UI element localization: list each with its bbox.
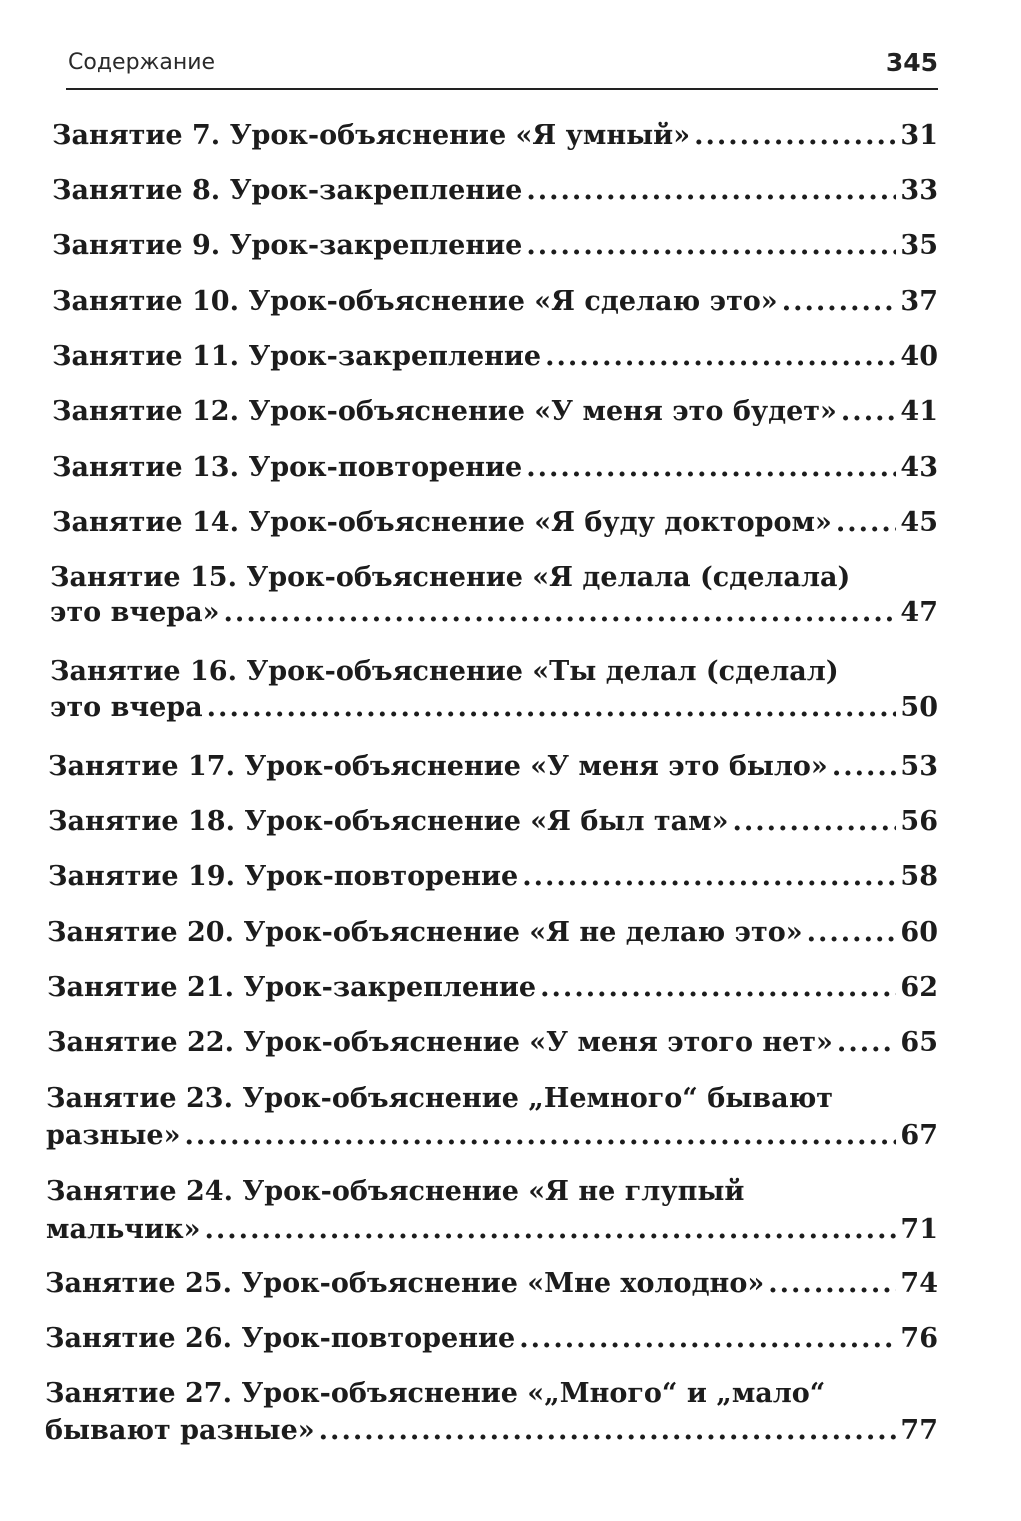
toc-entry-label: Занятие 10. Урок-объяснение «Я сделаю это»: [52, 286, 778, 317]
toc-line: [50, 558, 938, 598]
toc-line: [52, 116, 938, 156]
toc-line: [45, 1319, 938, 1359]
toc-entry-page: 65: [900, 1027, 938, 1058]
toc-line: [47, 968, 938, 1008]
toc-line: [48, 802, 938, 842]
toc-entry-label: Занятие 21. Урок-закрепление: [47, 972, 537, 1003]
toc-entry-label: Занятие 25. Урок-объяснение «Мне холодно»: [45, 1268, 765, 1299]
toc-entry-page: 77: [900, 1415, 938, 1446]
dot-leader: [768, 1264, 896, 1304]
dot-leader: [519, 1319, 896, 1359]
dot-leader: [185, 1116, 897, 1156]
toc-entry-label: это вчера»: [50, 597, 220, 628]
toc-line: [46, 1116, 938, 1156]
toc-entry-page: 58: [900, 861, 938, 892]
toc-line: [47, 1023, 938, 1063]
dot-leader: [732, 802, 896, 842]
toc-entry-label: Занятие 8. Урок-закрепление: [52, 175, 523, 206]
toc-entry-label: Занятие 23. Урок-объяснение „Немного“ бывают: [46, 1083, 833, 1114]
toc-line: [46, 1210, 938, 1250]
toc-line: [48, 857, 938, 897]
toc-entry-label: Занятие 20. Урок-объяснение «Я не делаю это»: [47, 917, 803, 948]
dot-leader: [207, 688, 897, 728]
toc-entry-label: Занятие 24. Урок-объяснение «Я не глупый: [46, 1176, 745, 1207]
toc-entry-label: Занятие 15. Урок-объяснение «Я делала (сделала): [50, 562, 851, 593]
dot-leader: [526, 226, 896, 266]
toc-entry-page: 71: [900, 1214, 938, 1245]
toc-entry-page: 43: [900, 452, 938, 483]
dot-leader: [526, 171, 896, 211]
toc-entry-page: 76: [900, 1323, 938, 1354]
toc-entry-label: Занятие 12. Урок-объяснение «У меня это будет»: [52, 396, 837, 427]
dot-leader: [837, 1023, 897, 1063]
toc-entry-page: 67: [900, 1120, 938, 1151]
toc-line: [52, 392, 938, 432]
dot-leader: [545, 337, 896, 377]
toc-line: [45, 1411, 938, 1451]
toc-entry-page: 47: [900, 597, 938, 628]
toc-entry-page: 33: [900, 175, 938, 206]
toc-entry-page: 40: [900, 341, 938, 372]
toc-entry-label: Занятие 16. Урок-объяснение «Ты делал (сделал): [50, 656, 839, 687]
toc-entry-page: 60: [900, 917, 938, 948]
toc-line: [46, 1172, 938, 1212]
toc-line: [50, 688, 938, 728]
dot-leader: [204, 1210, 896, 1250]
toc-entry-label: Занятие 11. Урок-закрепление: [52, 341, 542, 372]
running-head: [66, 40, 938, 90]
toc-entry-label: Занятие 13. Урок-повторение: [52, 452, 523, 483]
toc-line: [50, 652, 938, 692]
toc-entry-label: Занятие 18. Урок-объяснение «Я был там»: [48, 806, 729, 837]
toc-entry-label: бывают разные»: [45, 1415, 315, 1446]
dot-leader: [841, 392, 897, 432]
dot-leader: [694, 116, 896, 156]
toc-entry-label: Занятие 26. Урок-повторение: [45, 1323, 516, 1354]
toc-entry-label: Занятие 9. Урок-закрепление: [52, 230, 523, 261]
toc-entry-page: 50: [900, 692, 938, 723]
dot-leader: [319, 1411, 897, 1451]
toc-entry-label: Занятие 7. Урок-объяснение «Я умный»: [52, 120, 691, 151]
dot-leader: [782, 282, 897, 322]
toc-line: [52, 171, 938, 211]
toc-line: [52, 503, 938, 543]
toc-entry-label: Занятие 22. Урок-объяснение «У меня этого нет»: [47, 1027, 833, 1058]
toc-line: [52, 448, 938, 488]
toc-line: [46, 1079, 938, 1119]
toc-entry-page: 37: [900, 286, 938, 317]
dot-leader: [526, 448, 896, 488]
toc-line: [50, 593, 938, 633]
dot-leader: [224, 593, 897, 633]
toc-entry-label: Занятие 27. Урок-объяснение «„Много“ и „мало“: [45, 1378, 826, 1409]
toc-entry-page: 41: [900, 396, 938, 427]
toc-entry-label: Занятие 17. Урок-объяснение «У меня это было»: [48, 751, 828, 782]
toc-entry-label: это вчера: [50, 692, 203, 723]
dot-leader: [522, 857, 896, 897]
section-title: Содержание: [68, 50, 216, 75]
toc-line: [52, 226, 938, 266]
toc-entry-label: мальчик»: [46, 1214, 201, 1245]
toc-entry-page: 35: [900, 230, 938, 261]
page-number: 345: [885, 48, 938, 77]
toc-line: [47, 913, 938, 953]
toc-entry-page: 56: [900, 806, 938, 837]
dot-leader: [836, 503, 897, 543]
toc-entry-page: 74: [900, 1268, 938, 1299]
toc-entry-label: Занятие 19. Урок-повторение: [48, 861, 519, 892]
toc-entry-page: 53: [900, 751, 938, 782]
toc-entry-label: разные»: [46, 1120, 181, 1151]
toc-line: [48, 747, 938, 787]
toc-entry-page: 45: [900, 507, 938, 538]
toc-line: [52, 282, 938, 322]
toc-line: [45, 1374, 938, 1414]
dot-leader: [540, 968, 896, 1008]
toc-entry-page: 31: [900, 120, 938, 151]
toc-entry-label: Занятие 14. Урок-объяснение «Я буду доктором»: [52, 507, 832, 538]
dot-leader: [832, 747, 897, 787]
toc-entry-page: 62: [900, 972, 938, 1003]
dot-leader: [807, 913, 897, 953]
toc-line: [45, 1264, 938, 1304]
toc-line: [52, 337, 938, 377]
